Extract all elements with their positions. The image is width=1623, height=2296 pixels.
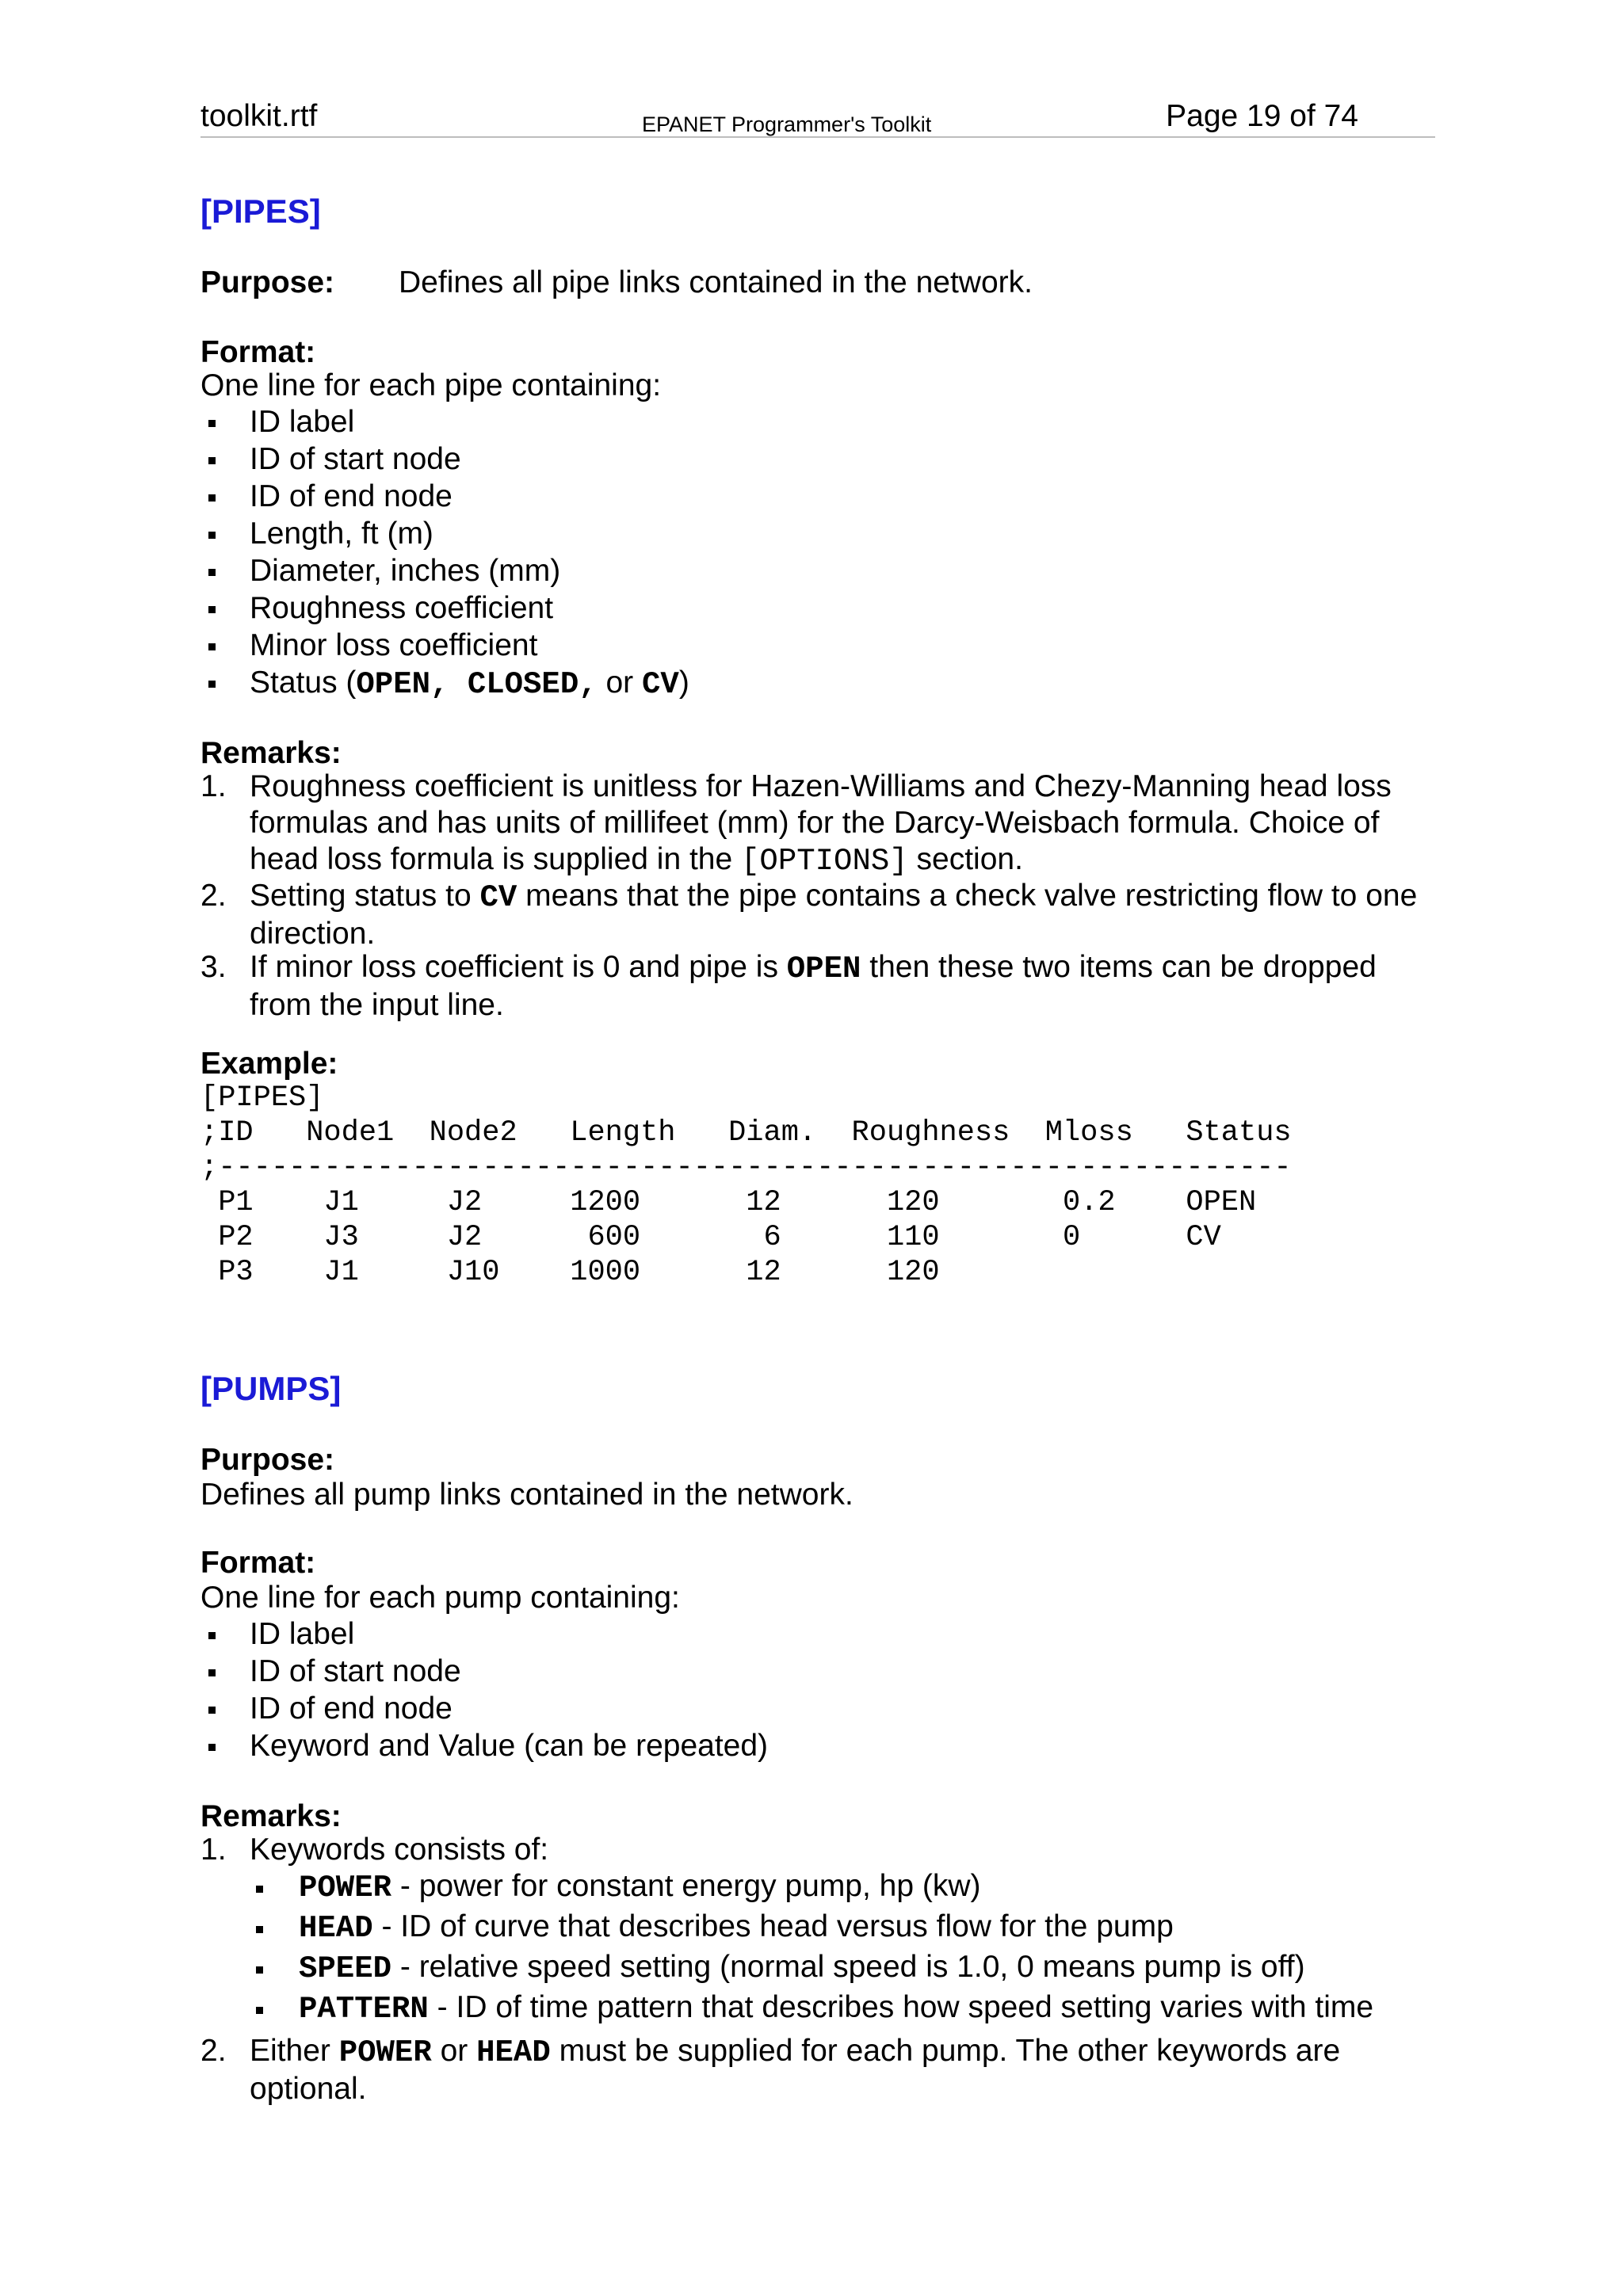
remark-item: 2. Setting status to CV means that the pipe contains a check valve restricting flow to one direction. <box>200 879 1418 951</box>
pumps-format-label: Format: <box>200 1546 316 1580</box>
remark-item: 3. If minor loss coefficient is 0 and pipe is OPEN then these two items can be dropped from the input line. <box>200 950 1377 1022</box>
pumps-remarks-label: Remarks: <box>200 1799 342 1833</box>
header-doc-title: EPANET Programmer's Toolkit <box>642 113 932 136</box>
bullet-icon <box>208 494 216 502</box>
keyword-sublist <box>250 1868 1435 2030</box>
remark-item: 2. Either POWER or HEAD must be supplied for each pump. The other keywords are optional. <box>200 2034 1341 2106</box>
section-title-pumps: [PUMPS] <box>200 1370 342 1407</box>
bullet-icon <box>208 420 216 427</box>
pipes-example-code: [PIPES] ;ID Node1 Node2 Length Diam. Roughness Mloss Status ;------------------------------------------------------------- P1 J1 J2 1200 12 120 0.2 OPEN P2 J3 J2 600 6 110 0 CV P3 J1 J10 1000 12 120 <box>200 1081 1292 1289</box>
bullet-icon <box>256 2007 263 2014</box>
pipes-remarks-list <box>200 769 1435 1022</box>
pipes-format-list <box>200 404 1435 702</box>
list-item: ID of start node <box>200 1653 1435 1691</box>
list-item: Minor loss coefficient <box>200 627 1435 665</box>
bullet-icon <box>208 1669 216 1676</box>
keyword-sublist-container <box>200 1868 1435 2033</box>
list-item: Diameter, inches (mm) <box>200 553 1435 590</box>
pumps-format-list <box>200 1616 1435 1765</box>
keyword-item: PATTERN - ID of time pattern that describes how speed setting varies with time <box>250 1989 1435 2030</box>
section-title-pipes: [PIPES] <box>200 193 321 230</box>
list-item: ID label <box>200 1616 1435 1653</box>
bullet-icon <box>208 569 216 576</box>
keyword-item: SPEED - relative speed setting (normal speed is 1.0, 0 means pump is off) <box>250 1949 1435 1989</box>
header-page-number: Page 19 of 74 <box>1166 99 1358 133</box>
header-filename: toolkit.rtf <box>200 99 318 133</box>
keyword-item: POWER - power for constant energy pump, hp (kw) <box>250 1868 1435 1909</box>
list-item: ID of start node <box>200 441 1435 479</box>
pipes-remarks-label: Remarks: <box>200 736 342 770</box>
pipes-format-intro: One line for each pipe containing: <box>200 368 662 402</box>
bullet-icon <box>208 643 216 650</box>
bullet-icon <box>256 1926 263 1933</box>
bullet-icon <box>256 1886 263 1893</box>
pipes-purpose-label: Purpose: <box>200 265 335 299</box>
list-item: Length, ft (m) <box>200 516 1435 553</box>
list-item-status: Status (OPEN, CLOSED, or CV) <box>200 665 1435 702</box>
list-item: ID label <box>200 404 1435 441</box>
page-header <box>200 95 1435 138</box>
list-item: ID of end node <box>200 1691 1435 1728</box>
list-item: Keyword and Value (can be repeated) <box>200 1728 1435 1765</box>
bullet-icon <box>208 1744 216 1751</box>
pipes-purpose <box>200 265 1435 301</box>
pumps-purpose-text: Defines all pump links contained in the network. <box>200 1478 854 1512</box>
keyword-item: HEAD - ID of curve that describes head versus flow for the pump <box>250 1909 1435 1949</box>
pipes-format-label: Format: <box>200 335 316 369</box>
bullet-icon <box>256 1966 263 1974</box>
remark-item: 1. Keywords consists of: <box>200 1833 549 1867</box>
pipes-purpose-text: Defines all pipe links contained in the network. <box>399 265 1033 299</box>
pipes-example-label: Example: <box>200 1047 338 1081</box>
pumps-remarks-list <box>200 1832 1435 2106</box>
list-item: ID of end node <box>200 479 1435 516</box>
bullet-icon <box>208 1707 216 1714</box>
remark-item: 1. Roughness coefficient is unitless for Hazen-Williams and Chezy-Manning head loss formulas and has units of millifeet (mm) for the Darcy-Weisbach formula. Choice of head loss formula is supplied in the [OPTIONS] section. <box>200 769 1392 879</box>
bullet-icon <box>208 532 216 539</box>
bullet-icon <box>208 606 216 613</box>
bullet-icon <box>208 457 216 464</box>
bullet-icon <box>208 1632 216 1639</box>
list-item: Roughness coefficient <box>200 590 1435 627</box>
pumps-format-intro: One line for each pump containing: <box>200 1581 680 1615</box>
pumps-purpose-label: Purpose: <box>200 1443 335 1477</box>
bullet-icon <box>208 681 216 688</box>
